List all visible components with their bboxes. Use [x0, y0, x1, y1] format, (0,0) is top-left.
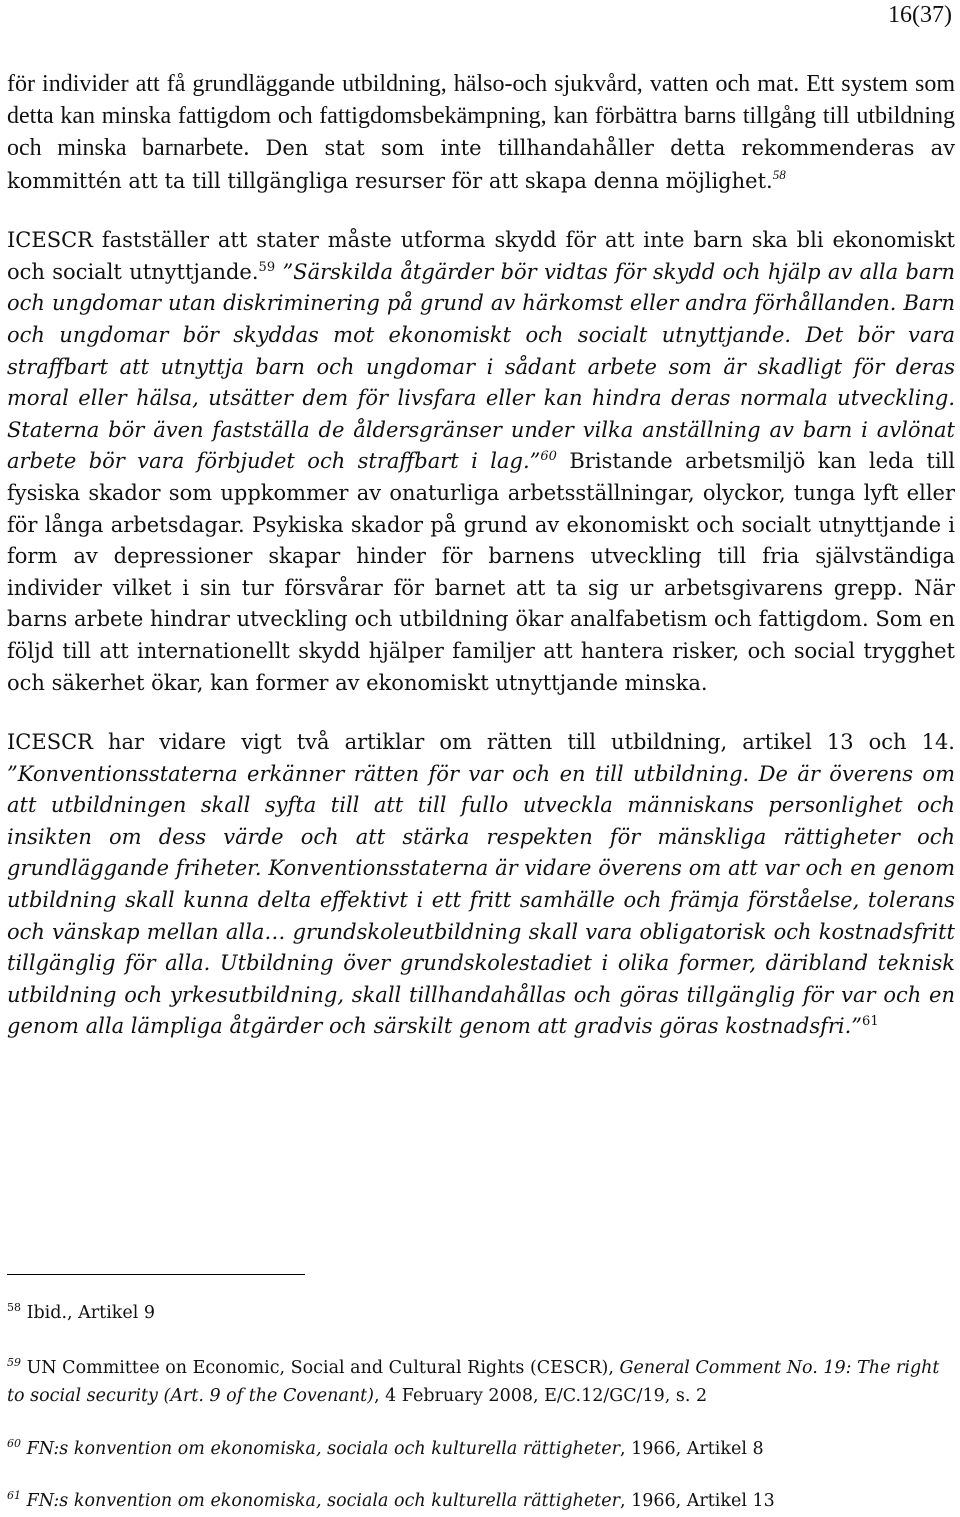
footnote-61 [7, 1488, 955, 1516]
footnote-ref-59[interactable]: 59 [258, 259, 276, 275]
footnote-title: General Comment No. 19: The right to social security (Art. 9 of the Covenant) [7, 1358, 940, 1406]
paragraph-2-text-b: Bristande arbetsmiljö kan leda till fysiska skador som uppkommer av onaturliga arbetsställningar, olyckor, tunga lyft eller för långa arbetsdagar. Psykiska skador på grund av ekonomiskt och socialt utnyttjande i form av depressioner skapar hinder för barnens utveckling till fria självständiga individer vilket i sin tur försvårar för barnet att ta sig ur arbetsgivarens grepp. När barns arbete hindrar utveckling och utbildning ökar analfabetism och fattigdom. Som en följd till att internationellt skydd hjälper familjer att hantera risker, och social trygghet och säkerhet ökar, kan former av ekonomiskt utnyttjande minska. [7, 449, 955, 695]
paragraph-3-text-a: ICESCR har vidare vigt två artiklar om rätten till utbildning, artikel 13 och 14. [7, 730, 955, 755]
footnote-text: , 4 February 2008, E/C.12/GC/19, s. 2 [373, 1385, 708, 1406]
footnote-title: FN:s konvention om ekonomiska, sociala och kulturella rättigheter [21, 1439, 620, 1459]
paragraph-gap [7, 699, 955, 727]
footnote-text: , 1966, Artikel 8 [619, 1439, 764, 1459]
footnote-text: , 1966, Artikel 13 [619, 1491, 775, 1511]
paragraph-3 [7, 727, 955, 1043]
paragraph-1-text-b: Den stat som inte tillhandahåller detta rekommenderas av kommittén att ta till tillgängliga resurser för att skapa denna möjlighet. [7, 136, 955, 193]
footnote-ref-60[interactable]: 60 [540, 449, 557, 465]
document-body [7, 68, 955, 1043]
paragraph-2-text-a: ICESCR fastställer att stater måste utforma skydd för att inte barn ska bli ekonomiskt och socialt utnyttjande. [7, 228, 955, 284]
footnote-60 [7, 1436, 955, 1464]
paragraph-3-quote: ”Konventionsstaterna erkänner rätten för var och en till utbildning. De är överens om att utbildningen skall syfta till att till fullo utveckla människans personlighet och insikten om dess värde och att stärka respekten för mänskliga rättigheter och grundläggande friheter. Konventionsstaterna är vidare överens om att var och en genom utbildning skall kunna delta effektivt i ett fritt samhälle och främja förståelse, tolerans och vänskap mellan alla… grundskoleutbildning skall vara obligatorisk och kostnadsfritt tillgänglig för alla. Utbildning över grundskolestadiet i olika former, däribland teknisk utbildning och yrkesutbildning, skall tillhandahållas och göras tillgänglig för var och en genom alla lämpliga åtgärder och särskilt genom att gradvis göras kostnadsfri.” [7, 761, 955, 1039]
paragraph-2-quote: ”Särskilda åtgärder bör vidtas för skydd och hjälp av alla barn och ungdomar utan diskriminering på grund av härkomst eller andra förhållanden. Barn och ungdomar bör skyddas mot ekonomiskt och socialt utnyttjande. Det bör vara straffbart att utnyttja barn och ungdomar i sådant arbete som är skadligt för deras moral eller hälsa, utsätter dem för livsfara eller kan hindra deras normala utveckling. Staterna bör även fastställa de åldersgränser under vilka anställning av barn i avlönat arbete bör vara förbjudet och straffbart i lag.” [7, 259, 956, 474]
footnote-separator [7, 1274, 305, 1275]
page-number: 16(37) [888, 2, 952, 28]
footnote-number: 61 [7, 1489, 21, 1503]
footnote-number: 58 [7, 1301, 21, 1315]
footnote-58 [7, 1300, 955, 1328]
paragraph-2 [7, 225, 955, 699]
paragraph-gap [7, 197, 955, 225]
footnote-ref-61[interactable]: 61 [862, 1014, 879, 1030]
footnote-59 [7, 1355, 955, 1410]
footnote-ref-58[interactable]: 58 [772, 166, 786, 182]
footnote-number: 59 [7, 1356, 21, 1370]
paragraph-1 [7, 68, 955, 197]
footnote-number: 60 [7, 1437, 21, 1451]
paragraph-1-text-a: för individer att få grundläggande utbildning, hälso-och sjukvård, vatten och mat. Ett system som detta kan minska fattigdom och fattigdomsbekämpning, kan förbättra barns tillgång till utbildning och minska barnarbete. [7, 71, 955, 161]
footnote-text: UN Committee on Economic, Social and Cultural Rights (CESCR), [21, 1358, 620, 1378]
footnote-text: Ibid., Artikel 9 [21, 1303, 156, 1323]
footnote-title: FN:s konvention om ekonomiska, sociala och kulturella rättigheter [21, 1491, 620, 1511]
